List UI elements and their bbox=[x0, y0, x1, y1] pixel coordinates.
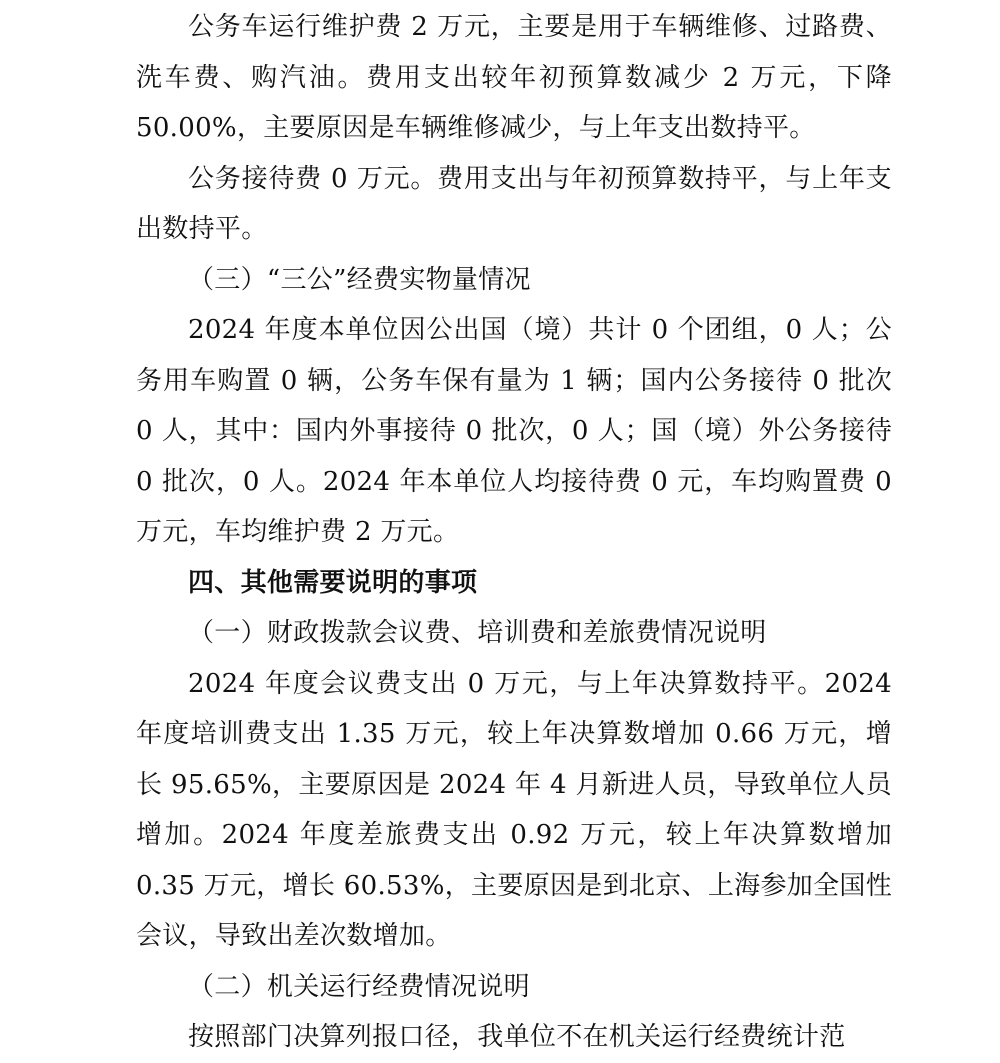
section-heading-other-matters: 四、其他需要说明的事项 bbox=[188, 567, 478, 598]
subsection-heading-operating-expenses: （二）机关运行经费情况说明 bbox=[188, 971, 530, 1002]
subsection-heading-three-public-quantity: （三）“三公”经费实物量情况 bbox=[188, 264, 531, 295]
paragraph-vehicle-maintenance: 公务车运行维护费 2 万元，主要是用于车辆维修、过路费、洗车费、购汽油。费用支出较年初预算数减少 2 万元，下降 50.00%，主要原因是车辆维修减少，与上年支出数持平。 bbox=[136, 12, 892, 143]
document-body bbox=[136, 0, 892, 1063]
paragraph-meeting-training-travel: 2024 年度会议费支出 0 万元，与上年决算数持平。2024 年度培训费支出 1.35 万元，较上年决算数增加 0.66 万元，增长 95.65%，主要原因是 2024 年 4 月新进人员，导致单位人员增加。2024 年度差旅费支出 0.92 万元，较上年决算数增加 0.35 万元，增长 60.53%，主要原因是到北京、上海参加全国性会议，导致出差次数增加。 bbox=[136, 668, 892, 951]
paragraph-physical-quantity: 2024 年度本单位因公出国（境）共计 0 个团组，0 人；公务用车购置 0 辆，公务车保有量为 1 辆；国内公务接待 0 批次 0 人，其中：国内外事接待 0 批次，0 人；国（境）外公务接待 0 批次，0 人。2024 年本单位人均接待费 0 元，车均购置费 0 万元，车均维护费 2 万元。 bbox=[136, 315, 892, 547]
paragraph-reception-expenses: 公务接待费 0 万元。费用支出与年初预算数持平，与上年支出数持平。 bbox=[136, 163, 892, 244]
subsection-heading-meeting-training-travel: （一）财政拨款会议费、培训费和差旅费情况说明 bbox=[188, 618, 767, 648]
paragraph-operating-expenses-start: 按照部门决算列报口径，我单位不在机关运行经费统计范 bbox=[188, 1022, 846, 1052]
